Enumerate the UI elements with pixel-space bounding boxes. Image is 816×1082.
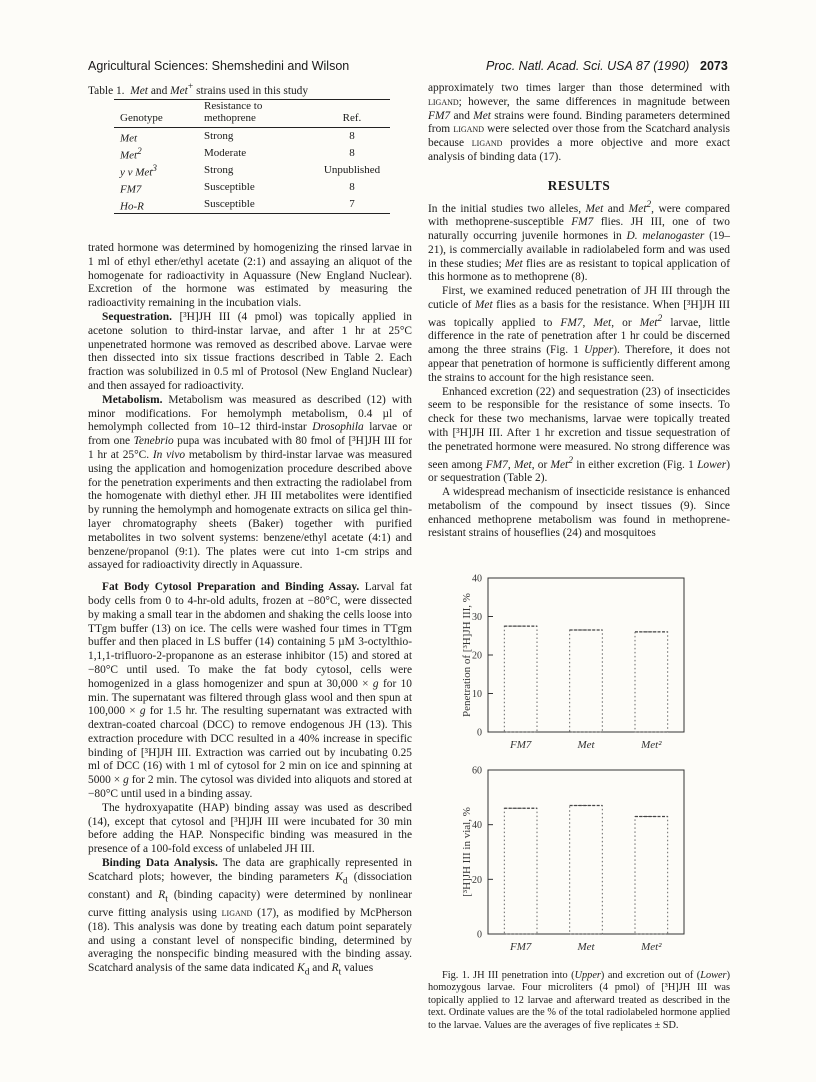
- bar: [635, 632, 668, 732]
- y-axis-label: [³H]JH III in vial, %: [461, 807, 473, 897]
- y-tick-label: 20: [472, 874, 482, 886]
- y-tick-label: 0: [477, 727, 482, 739]
- paragraph-fat-body: Fat Body Cytosol Preparation and Binding Assay. Larval fat body cells from 0 to 4-hr-old adults, frozen at −80°C, were dissected by making a small tear in the abdomen and shaking the cells loose into TTgm buffer (13) on ice. The cells were washed four times in TTgm buffer and then placed in LS buffer (14) containing 5 µM 3-octylthio-1,1,1-trifluoro-2-propanone as an esterase inhibitor (15) and stored at −80°C until used. To make the fat body cytosol, cells were homogenized in a glass homogenizer and spun at 30,000 × g for 10 min. The supernatant was filtered through glass wool and then spun at 100,000 × g for 1.5 hr. The resulting supernatant was extracted with dextran-coated charcoal (DCC) to remove endogenous JH (13). This extraction procedure with DCC resulted in a 40% increase in specific binding of [³H]JH III. Extraction was carried out by incubating 0.25 ml of DCC (16) with 1 ml of cytosol for 2 min on ice and spinning at 5000 × g for 2 min. The cytosol was divided into aliquots and stored at −80°C until used in a binding assay.: [88, 581, 412, 801]
- y-axis-label: Penetration of [³H]JH III, %: [461, 593, 473, 717]
- table-row: Met Strong 8: [120, 130, 355, 145]
- figure-caption: Fig. 1. JH III penetration into (Upper) and excretion out of (Lower) homozygous larvae. Four microliters (4 pmol) of [³H]JH III was topically applied to 12 larvae and afterward treated as described in the text. Ordinate values are the % of the total radiolabeled hormone applied to the larvae. Values are the averages of five replicates ± SD.: [428, 970, 730, 1031]
- y-tick-label: 20: [472, 650, 482, 662]
- bar: [635, 816, 668, 934]
- col-header-genotype: Genotype: [120, 112, 163, 125]
- chart-lower-svg: [452, 758, 702, 958]
- x-category-label: Met: [577, 739, 595, 751]
- y-tick-label: 40: [472, 573, 482, 585]
- bar: [570, 806, 603, 934]
- paragraph-hap: The hydroxyapatite (HAP) binding assay was used as described (14), except that cytosol and [³H]JH III were incubated for 30 min before adding the HAP. Nonspecific binding was measured in the presence of a 100-fold excess of unlabeled JH III.: [88, 801, 412, 856]
- paragraph-sequestration: Sequestration. [³H]JH III (4 pmol) was topically applied in acetone solution to third-instar larvae, and after 1 hr at 25°C unpenetrated hormone was removed as described above. Larvae were then dissected into six tissue fractions described in Table 2. Each fraction was solubilized in 0.5 ml of Protosol (New England Nuclear) and then assayed for radioactivity.: [88, 310, 412, 392]
- table-row: Met$^2$ Moderate 8: [120, 145, 355, 162]
- bar: [570, 630, 603, 732]
- y-tick-label: 40: [472, 820, 482, 832]
- plot-frame: [488, 578, 684, 732]
- x-category-label: Met²: [641, 739, 662, 751]
- plot-frame: [488, 770, 684, 934]
- right-column: [428, 82, 730, 541]
- page-number: 2073: [700, 59, 728, 73]
- paragraph-binding-analysis: Binding Data Analysis. The data are graphically represented in Scatchard plots; however, the binding parameters $K_d$ (dissociation constant) and $R_t$ (binding capacity) were determined by nonlinear curve fitting analysis using ligand (17), as modified by McPherson (18). This analysis was done by treating each datum point separately and using a constant level of nonspecific binding, determined by averaging the nonspecific binding measured with the binding assay. Scatchard analysis of the same data indicated $K_d$ and $R_t$ values: [88, 857, 412, 978]
- x-category-label: FM7: [509, 941, 532, 953]
- y-tick-label: 30: [472, 612, 482, 623]
- col-header-ref: Ref.: [342, 112, 362, 125]
- chart-upper-penetration: [452, 566, 702, 759]
- paragraph: Enhanced excretion (22) and sequestration (23) of insecticides seem to be responsible for the resistance of some insects. To check for these two mechanisms, larvae were topically treated with [³H]JH III. After 1 hr excretion and tissue sequestration of the penetrated hormone were measured. No strong difference was seen among FM7, Met, or Met$^2$ in either excretion (Fig. 1 Lower) or sequestration (Table 2).: [428, 385, 730, 485]
- paragraph: In the initial studies two alleles, Met and Met$^2$, were compared with methoprene-susceptible FM7 flies. JH III, one of two naturally occurring juvenile hormones in D. melanogaster (19–21), is commercially available in radiolabeled form and was used in these studies; Met flies are as resistant to topical application of this hormone as to methoprene (8).: [428, 199, 730, 284]
- results-heading: RESULTS: [547, 177, 611, 193]
- x-category-label: Met²: [641, 941, 662, 953]
- paragraph-metabolism: Metabolism. Metabolism was measured as described (12) with minor modifications. For hemolymph metabolism, 0.4 µl of hemolymph collected from 10–12 third-instar Drosophila larvae or from one Tenebrio pupa was incubated with 80 fmol of [³H]JH III for 1 hr at 25°C. In vivo metabolism by third-instar larvae was measured using the application and homogenization procedure described above for the penetration experiments and then extracting the radiolabel from the homogenate with diethyl ether. JH III metabolites were identified by running the hemolymph and homogenate extracts on silica gel thin-layer chromatography sheets (Baker) together with purified metabolites in two solvent systems: benzene/ethyl acetate (4:1) and benzene/propanol (9:1). The plates were cut into 1-cm strips and assayed for radioactivity directly in Aquassure.: [88, 393, 413, 572]
- running-header-left: Agricultural Sciences: Shemshedini and Wilson: [88, 59, 350, 73]
- y-tick-label: 60: [472, 765, 482, 777]
- strains-table: [114, 99, 390, 214]
- bar: [504, 626, 537, 732]
- chart-upper-svg: [452, 566, 702, 754]
- left-column: [88, 242, 412, 980]
- col-header-resistance: Resistance to methoprene: [204, 100, 263, 125]
- x-category-label: FM7: [509, 739, 532, 751]
- bar: [504, 808, 537, 934]
- paragraph: trated hormone was determined by homogenizing the rinsed larvae in 1 ml of ethyl ether/ethyl acetate (2:1) and assaying an aliquot of the homogenate for radioactivity in Aquassure (New England Nuclear). Excretion of the hormone was estimated by measuring the radioactivity remaining in the incubation vials.: [88, 242, 412, 310]
- running-header-journal: Proc. Natl. Acad. Sci. USA 87 (1990): [486, 59, 690, 73]
- table-row: Ho-R Susceptible 7: [114, 196, 390, 214]
- paragraph: First, we examined reduced penetration of JH III through the cuticle of Met flies as a basis for the resistance. When [³H]JH III was topically applied to FM7, Met, or Met$^2$ larvae, little difference in the rate of penetration after 1 hr could be discerned among the three strains (Fig. 1 Upper). Therefore, it does not appear that penetration of hormone is sufficiently different among the strains to account for the high resistance seen.: [428, 285, 731, 384]
- paragraph: approximately two times larger than those determined with ligand; however, the same differences in magnitude between FM7 and Met strains were found. Binding parameters determined from ligand were selected over those from the Scatchard analysis because ligand provides a more objective and more exact analysis of binding data (17).: [428, 82, 730, 163]
- table-row: y v Met$^3$ Strong Unpublished: [120, 162, 381, 179]
- table-row: FM7 Susceptible 8: [120, 181, 355, 196]
- table-caption: Table 1. Met and Met+ strains used in this study: [88, 82, 309, 97]
- x-category-label: Met: [577, 941, 595, 953]
- paragraph: A widespread mechanism of insecticide resistance is enhanced metabolism of the compound by insect tissues (9). Since enhanced methoprene metabolism was found in methoprene-resistant strains of houseflies (24) and mosquitoes: [428, 485, 730, 540]
- chart-lower-excretion: [452, 758, 702, 963]
- y-tick-label: 10: [472, 689, 482, 700]
- y-tick-label: 0: [477, 929, 482, 941]
